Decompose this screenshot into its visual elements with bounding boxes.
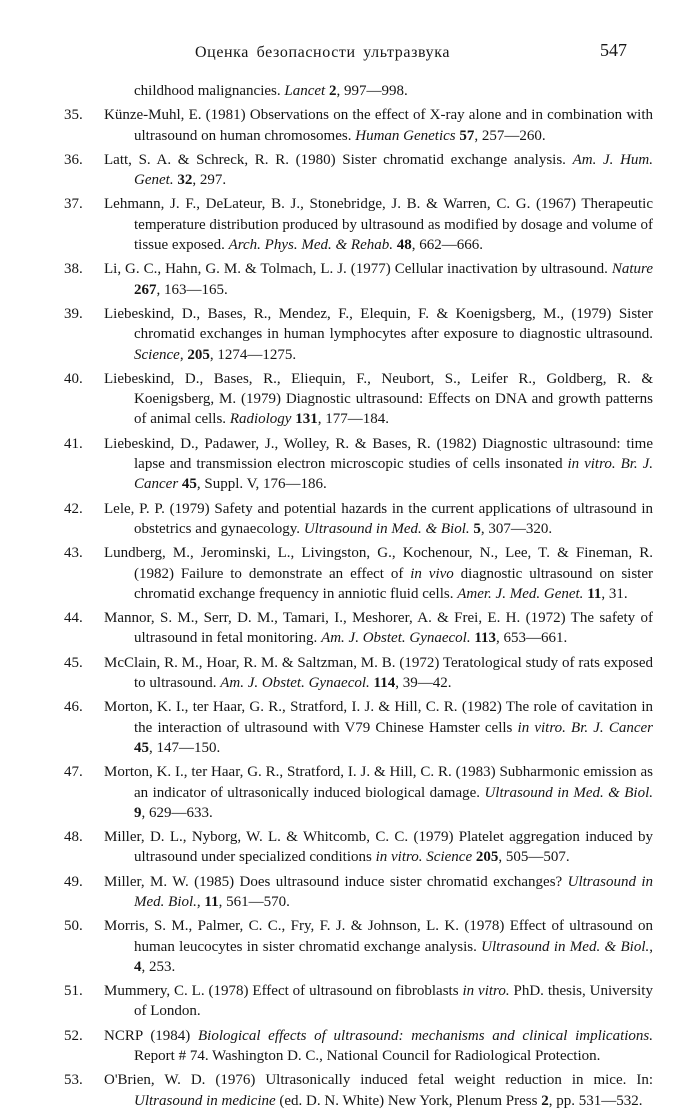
reference-volume: 48 [396, 237, 412, 254]
reference-number: 41. [64, 435, 83, 452]
reference-text [104, 150, 653, 191]
reference-volume: 4 [134, 958, 142, 975]
reference-number: 35. [64, 107, 83, 124]
reference-text [104, 194, 653, 255]
reference-text-segment: , 257—260. [474, 127, 546, 144]
reference-item [0, 194, 687, 255]
reference-italic-text: in vitro. Science [375, 849, 473, 866]
reference-volume: 131 [295, 411, 318, 428]
reference-text-segment: , 1274—1275. [209, 346, 297, 363]
reference-text-segment: Liebeskind, D., Padawer, J., Wolley, R. & Bases, R. (1982) Diagnostic ultrasound: time lapse and transmission electron microscopic studies of cells insonated [104, 435, 653, 473]
reference-text-segment: , 662—666. [411, 237, 483, 254]
reference-italic-text: Ultrasound in medicine [134, 1092, 276, 1109]
reference-text-segment: , 505—507. [498, 849, 570, 866]
reference-text-segment: , pp. 531—532. [548, 1092, 643, 1109]
reference-text [104, 369, 653, 430]
reference-text [104, 697, 653, 758]
reference-volume: 9 [134, 804, 142, 821]
reference-italic-text: Ultrasound in Med. & Biol. [484, 784, 654, 801]
reference-item [0, 827, 687, 868]
reference-text-segment: , 31. [601, 585, 628, 602]
reference-item [0, 81, 687, 101]
reference-volume: 11 [204, 893, 219, 910]
reference-number: 52. [64, 1027, 83, 1044]
reference-number: 51. [64, 983, 83, 1000]
reference-italic-text: Am. J. Hum. Genet. [134, 151, 653, 189]
reference-text [104, 304, 653, 365]
reference-italic-text: in vitro. Br. J. Cancer [517, 719, 653, 736]
reference-item [0, 304, 687, 365]
reference-text-segment: , 997—998. [336, 83, 408, 99]
reference-volume: 5 [473, 520, 481, 537]
reference-volume: 45 [134, 739, 149, 756]
reference-italic-text: in vitro. Br. J. Cancer [134, 456, 653, 493]
reference-item [0, 259, 687, 300]
reference-text-segment: Latt, S. A. & Schreck, R. R. (1980) Sister chromatid exchange analysis. [104, 151, 573, 168]
reference-text-segment: Miller, M. W. (1985) Does ultrasound induce sister chromatid exchanges? [104, 873, 568, 890]
reference-volume: 205 [475, 849, 499, 866]
reference-text-segment: , Suppl. V, 176—186. [196, 476, 327, 493]
reference-italic-text: Amer. J. Med. Genet. [457, 585, 584, 602]
reference-italic-text: Ultrasound in Med. Biol. [134, 873, 654, 910]
reference-item [0, 981, 687, 1022]
reference-text-segment: Morris, S. M., Palmer, C. C., Fry, F. J. & Johnson, L. K. (1978) Effect of ultrasound on human leucocytes in sister chromatid exchange analysis. [104, 918, 653, 955]
reference-volume: 57 [459, 127, 475, 144]
reference-number: 38. [64, 261, 83, 278]
reference-text [104, 543, 653, 604]
reference-text-segment: , 163—165. [156, 281, 228, 298]
reference-text-segment: childhood malignancies. [134, 83, 285, 99]
reference-text-segment: , 177—184. [317, 411, 389, 428]
reference-number: 40. [64, 370, 83, 387]
reference-italic-text: Lancet [284, 83, 326, 99]
reference-text-segment: Liebeskind, D., Bases, R., Mendez, F., Elequin, F. & Koenigsberg, M., (1979) Sister chromatid exchanges in human lymphocytes after exposure to diagnostic ultrasound. [104, 305, 653, 343]
reference-italic-text: Radiology [229, 411, 292, 428]
reference-italic-text: in vivo [410, 565, 454, 582]
reference-text-segment: Liebeskind, D., Bases, R., Eliequin, F., Neubort, S., Leifer R., Goldberg, R. & Koenigsberg, M. (1979) Diagnostic ultrasound: Effects on DNA and growth patterns of animal cells. [104, 370, 653, 428]
reference-italic-text: Nature [611, 261, 653, 278]
reference-item [0, 543, 687, 604]
reference-italic-text: Ultrasound in Med. & Biol. [481, 938, 650, 955]
reference-item [0, 608, 687, 649]
reference-item [0, 150, 687, 191]
reference-text [104, 827, 653, 868]
reference-number: 39. [64, 305, 83, 322]
reference-text-segment: , 653—661. [496, 630, 568, 647]
reference-text-segment: NCRP (1984) [104, 1027, 198, 1044]
reference-text-segment: Mummery, C. L. (1978) Effect of ultrasound on fibroblasts [104, 983, 463, 1000]
reference-item [0, 499, 687, 540]
reference-volume: 205 [187, 346, 210, 363]
reference-item [0, 872, 687, 913]
reference-number: 37. [64, 196, 83, 213]
reference-text [104, 981, 653, 1022]
reference-number: 46. [64, 699, 83, 716]
reference-number: 50. [64, 918, 83, 935]
reference-italic-text: Biological effects of ultrasound: mechanisms and clinical implications. [198, 1027, 653, 1044]
reference-number: 45. [64, 654, 83, 671]
reference-volume: 267 [134, 281, 157, 298]
reference-text [104, 1070, 653, 1111]
reference-item [0, 105, 687, 146]
reference-list [0, 81, 687, 1115]
reference-text-segment: Mannor, S. M., Serr, D. M., Tamari, I., Meshorer, A. & Frei, E. H. (1972) The safety of ultrasound in fetal monitoring. [104, 610, 653, 647]
reference-text-segment: , [196, 893, 205, 910]
reference-text-segment: (ed. D. N. White) New York, Plenum Press [275, 1092, 542, 1109]
reference-text-segment: , 561—570. [218, 893, 290, 910]
reference-item [0, 916, 687, 977]
reference-text-segment: , [179, 346, 188, 363]
reference-number: 36. [64, 151, 83, 168]
reference-number: 47. [64, 764, 83, 781]
reference-item [0, 1070, 687, 1111]
reference-text [104, 916, 653, 977]
reference-italic-text: Am. J. Obstet. Gynaecol. [220, 675, 370, 692]
reference-text [104, 434, 653, 495]
reference-text-segment: Morton, K. I., ter Haar, G. R., Stratford, I. J. & Hill, C. R. (1982) The role of cavitation in the interaction of ultrasound with V79 Chinese Hamster cells [104, 699, 653, 736]
reference-text-segment: , 147—150. [149, 739, 221, 756]
reference-text-segment: , 629—633. [141, 804, 213, 821]
reference-text-segment: Lehmann, J. F., DeLateur, B. J., Stonebridge, J. B. & Warren, C. G. (1967) Therapeutic temperature distribution produced by ultrasound as modified by dosage and volume of tissue exposed. [104, 196, 653, 254]
reference-volume: 11 [587, 585, 602, 602]
running-title: Оценка безопасности ультразвука [195, 44, 451, 61]
reference-text [104, 653, 653, 694]
reference-item [0, 762, 687, 823]
reference-text-segment: diagnostic ultrasound on sister chromatid exchange frequency in anniotic fluid cells. [134, 565, 653, 602]
reference-text [104, 1026, 653, 1067]
reference-text [104, 872, 653, 913]
reference-text-segment: , 307—320. [480, 520, 553, 537]
reference-item [0, 1026, 687, 1067]
page-number: 547 [600, 40, 627, 60]
page-header [0, 40, 687, 64]
reference-volume: 2 [328, 83, 337, 99]
reference-text-segment: , 253. [141, 958, 176, 975]
reference-item [0, 653, 687, 694]
reference-volume: 114 [373, 675, 396, 692]
reference-text-segment: PhD. thesis, University of London. [134, 983, 653, 1020]
reference-item [0, 434, 687, 495]
reference-text [104, 105, 653, 146]
reference-italic-text: Human Genetics [355, 127, 456, 144]
reference-text-segment: Lele, P. P. (1979) Safety and potential hazards in the current applications of ultrasound in obstetrics and gynaecology. [104, 500, 653, 537]
reference-text [104, 499, 653, 540]
reference-text-segment: , [649, 938, 653, 955]
reference-item [0, 697, 687, 758]
reference-italic-text: Science [134, 346, 180, 363]
reference-volume: 32 [177, 172, 193, 189]
reference-number: 48. [64, 829, 83, 846]
reference-text [104, 762, 653, 823]
reference-italic-text: Am. J. Obstet. Gynaecol. [321, 630, 471, 647]
reference-text-segment: Lundberg, M., Jerominski, L., Livingston, G., Kochenour, N., Lee, T. & Fineman, R. (1982) Failure to demonstrate an effect of [104, 545, 653, 582]
reference-volume: 2 [541, 1092, 549, 1109]
reference-italic-text: Arch. Phys. Med. & Rehab. [228, 237, 393, 254]
reference-italic-text: in vitro. [462, 983, 510, 1000]
reference-number: 44. [64, 610, 83, 627]
reference-number: 43. [64, 545, 83, 562]
reference-text-segment: Li, G. C., Hahn, G. M. & Tolmach, L. J. (1977) Cellular inactivation by ultrasound. [104, 261, 612, 278]
reference-text-segment: , 39—42. [395, 675, 452, 692]
reference-text-segment: Miller, D. L., Nyborg, W. L. & Whitcomb, C. C. (1979) Platelet aggregation induced by ultrasound under specialized conditions [104, 829, 653, 866]
reference-number: 53. [64, 1072, 83, 1089]
reference-text [104, 81, 653, 101]
reference-text-segment: McClain, R. M., Hoar, R. M. & Saltzman, M. B. (1972) Teratological study of rats exposed to ultrasound. [104, 654, 653, 692]
reference-text [104, 608, 653, 649]
reference-text-segment: Morton, K. I., ter Haar, G. R., Stratford, I. J. & Hill, C. R. (1983) Subharmonic emission as an indicator of ultrasonically induced biological damage. [104, 764, 653, 801]
reference-number: 49. [64, 873, 83, 890]
reference-text-segment: O'Brien, W. D. (1976) Ultrasonically induced fetal weight reduction in mice. In: [104, 1072, 653, 1089]
reference-text-segment: Künze-Muhl, E. (1981) Observations on the effect of X-ray alone and in combination with ultrasound on human chromosomes. [104, 107, 653, 144]
reference-text-segment: Report # 74. Washington D. C., National Council for Radiological Protection. [134, 1048, 601, 1065]
reference-volume: 113 [474, 630, 497, 647]
reference-volume: 45 [181, 476, 197, 493]
reference-text [104, 259, 653, 300]
reference-number: 42. [64, 500, 83, 517]
reference-italic-text: Ultrasound in Med. & Biol. [303, 520, 470, 537]
reference-item [0, 369, 687, 430]
reference-text-segment: , 297. [192, 172, 227, 189]
